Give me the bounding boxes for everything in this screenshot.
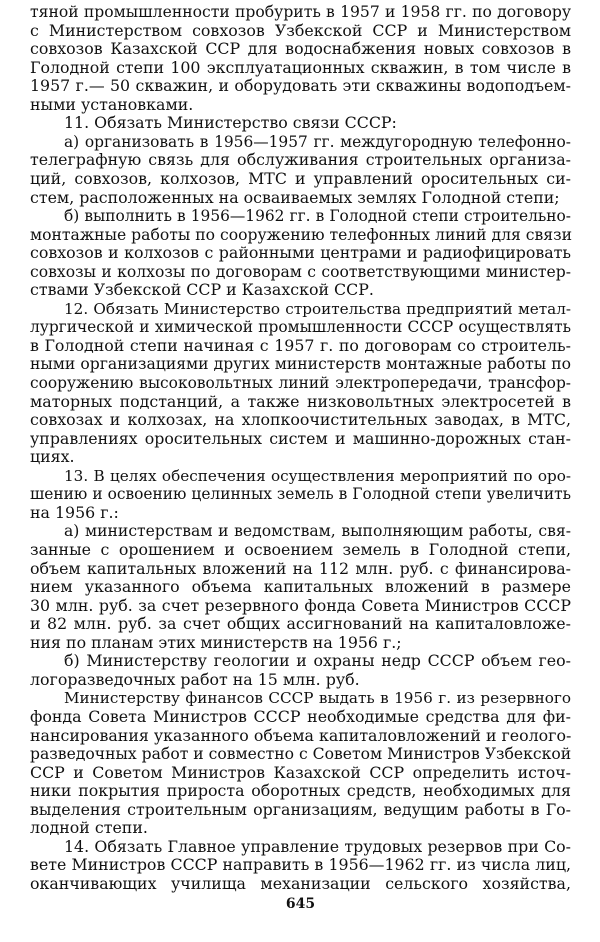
text-line: маторных подстанций, а также низковольтных электросетей в <box>30 391 571 411</box>
text-line: сооружению высоковольтных линий электропередачи, трансфор- <box>30 374 571 392</box>
text-line: в Голодной степи начиная с 1957 г. по договорам со строитель- <box>30 335 571 355</box>
text-line: 14. Обязать Главное управление трудовых резервов при Со- <box>64 836 571 856</box>
text-line: вете Министров СССР направить в 1956—1962 гг. из числа лиц, <box>30 855 571 875</box>
text-line: ники покрытия прироста оборотных средств, необходимых для <box>30 781 571 801</box>
page-number: 645 <box>285 896 316 912</box>
text-line: с Министерством совхозов Узбекской ССР и Министерством <box>30 20 571 40</box>
text-line: и 82 млн. руб. за счет общих ассигнований на капиталовложе- <box>30 614 571 634</box>
text-line: 13. В целях обеспечения осуществления мероприятий по оро- <box>64 466 571 485</box>
text-line: логоразведочных работ на 15 млн. руб. <box>30 669 360 689</box>
text-line: управлениях оросительных систем и машинно-дорожных стан- <box>30 428 571 448</box>
text-line: телеграфную связь для обслуживания строительных организа- <box>30 150 571 170</box>
text-line: на 1956 г.: <box>30 502 119 522</box>
text-line: совхозы и колхозы по договорам с соответствующими министер- <box>30 262 571 281</box>
text-line: нием указанного объема капитальных вложений в размере <box>30 577 571 597</box>
text-line: монтажные работы по сооружению телефонных линий для связи <box>30 225 573 244</box>
text-line: 11. Обязать Министерство связи СССР: <box>64 113 397 133</box>
text-line: тяной промышленности пробурить в 1957 и 1958 гг. по договору <box>30 3 571 21</box>
text-line: лургической и химической промышленности СССР осуществлять <box>30 318 571 337</box>
text-line: ния по планам этих министерств на 1956 г.; <box>30 632 402 652</box>
text-line: Голодной степи 100 эксплуатационных скважин, в том числе в <box>30 57 571 77</box>
text-line: объем капитальных вложений на 112 млн. руб. с финансирова- <box>30 558 571 578</box>
text-line: нансирования указанного объема капиталовложений и геолого- <box>30 725 572 745</box>
page-footer <box>30 0 571 942</box>
text-line: ций, совхозов, колхозов, МТС и управлений оросительных си- <box>30 169 571 188</box>
text-line: ствами Узбекской ССР и Казахской ССР. <box>30 280 374 300</box>
text-line: б) Министерству геологии и охраны недр СССР объем гео- <box>64 651 571 671</box>
text-line: 30 млн. руб. за счет резервного фонда Совета Министров СССР <box>30 595 571 615</box>
text-line: совхозов Казахской ССР для водоснабжения новых совхозов в <box>30 39 571 59</box>
text-line: ными установками. <box>30 94 194 114</box>
text-line: разведочных работ и совместно с Советом Министров Узбекской <box>30 745 572 763</box>
text-line: а) министерствам и ведомствам, выполняющим работы, свя- <box>64 522 571 541</box>
text-line: занные с орошением и освоением земель в Голодной степи, <box>30 540 571 559</box>
text-line: ССР и Советом Министров Казахской ССР определить источ- <box>30 762 571 782</box>
text-line: а) организовать в 1956—1957 гг. междугородную телефонно- <box>64 132 571 151</box>
text-line: лодной степи. <box>30 818 148 838</box>
text-line: фонда Совета Министров СССР необходимые средства для фи- <box>30 706 571 726</box>
text-line: шению и освоению целинных земель в Голодной степи увеличить <box>30 485 571 504</box>
text-line: 1957 г.— 50 скважин, и оборудовать эти скважины водоподъем- <box>30 76 571 96</box>
text-line: выделения строительным организациям, ведущим работы в Го- <box>30 799 571 819</box>
text-line: б) выполнить в 1956—1962 гг. в Голодной степи строительно- <box>64 207 571 226</box>
text-line: совхозов и колхозов с районными центрами и радиофицировать <box>30 243 571 263</box>
text-line: ными организациями других министерств монтажные работы по <box>30 355 571 374</box>
text-line: оканчивающих училища механизации сельского хозяйства, <box>30 873 571 893</box>
text-line: Министерству финансов СССР выдать в 1956 г. из резервного <box>64 689 571 708</box>
text-line: циях. <box>30 447 75 467</box>
text-line: совхозах и колхозах, на хлопкоочистительных заводах, в МТС, <box>30 410 571 430</box>
text-line: стем, расположенных на осваиваемых землях Голодной степи; <box>30 187 560 207</box>
text-line: 12. Обязать Министерство строительства предприятий метал- <box>64 299 571 318</box>
